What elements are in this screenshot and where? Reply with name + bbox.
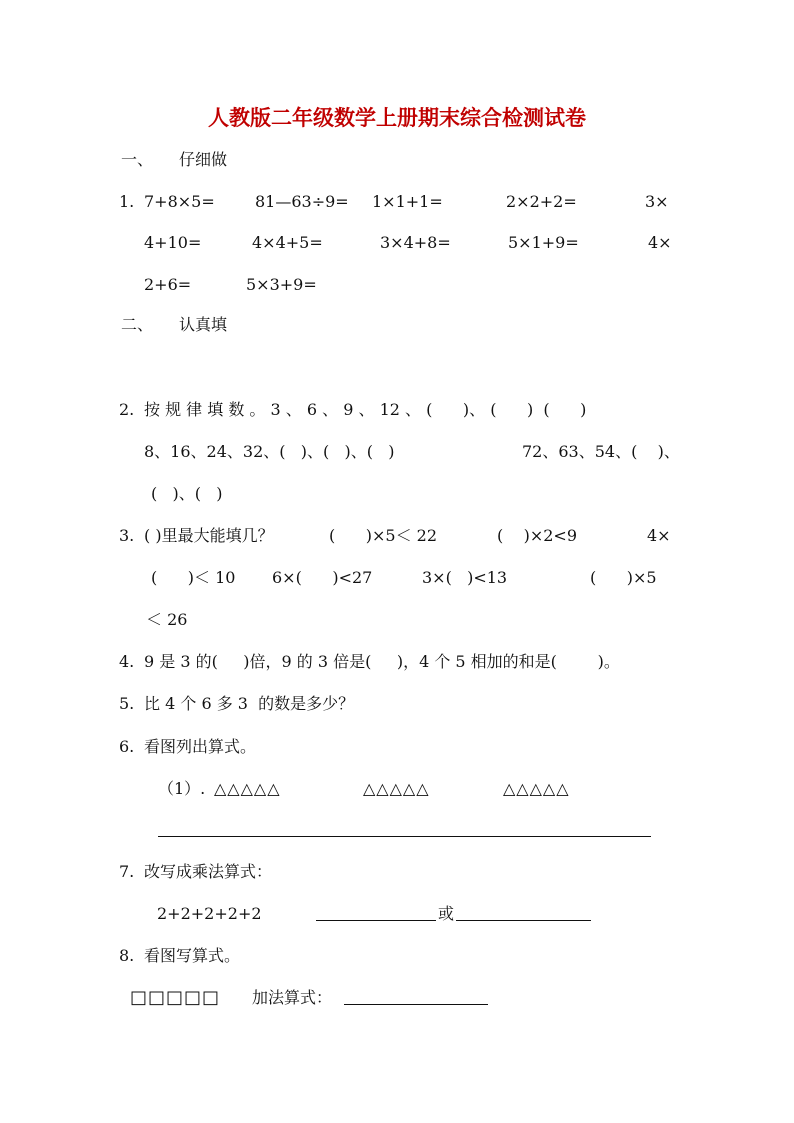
q8-number: 8. <box>119 946 135 965</box>
q1-expr-2: 81—63÷9= <box>255 192 349 211</box>
square-boxes: □□□□□ <box>130 987 221 1008</box>
q3-item-1: ( )×5＜ 22 <box>329 526 438 545</box>
q6-number: 6. <box>119 737 135 756</box>
q2-line-2a: 8、16、24、32、( )、( )、( ) <box>144 442 395 461</box>
section-2-number: 二、 <box>121 315 154 334</box>
q3-item-5: 3×( )<13 <box>422 568 508 587</box>
q4-text: 9 是 3 的( )倍，9 的 3 倍是( )，4 个 5 相加的和是( )。 <box>144 652 620 671</box>
q2-line-2b: 72、63、54、( )、 <box>522 442 680 461</box>
q1-expr-9: 5×1+9= <box>508 233 579 252</box>
q7-text: 改写成乘法算式： <box>144 862 273 881</box>
q1-expr-12: 5×3+9= <box>246 275 317 294</box>
triangle-group-2: △△△△△ <box>363 779 430 798</box>
q1-expr-8: 3×4+8= <box>380 233 451 252</box>
q5-number: 5. <box>119 694 135 713</box>
q1-expr-6: 4+10= <box>144 233 202 252</box>
q7-answer-line-2[interactable] <box>456 920 591 921</box>
section-1-number: 一、 <box>121 150 154 169</box>
q6-answer-line[interactable] <box>158 836 651 837</box>
q8-answer-line[interactable] <box>344 1004 488 1005</box>
q3-item-3a: 4× <box>647 526 671 545</box>
q7-answer-line-1[interactable] <box>316 920 436 921</box>
q3-item-4: 6×( )<27 <box>272 568 373 587</box>
q1-expr-11: 2+6= <box>144 275 192 294</box>
section-2-label: 认真填 <box>179 315 228 334</box>
triangle-group-3: △△△△△ <box>503 779 570 798</box>
q3-item-2: ( )×2<9 <box>497 526 577 545</box>
section-1-label: 仔细做 <box>179 150 228 169</box>
q4-number: 4. <box>119 652 135 671</box>
q7-expression: 2+2+2+2+2 <box>157 904 262 923</box>
q6-sub-label: （1）. <box>158 779 206 798</box>
triangle-group-1: △△△△△ <box>214 779 281 798</box>
q8-addition-label: 加法算式： <box>252 988 333 1007</box>
page-title: 人教版二年级数学上册期末综合检测试卷 <box>208 106 586 130</box>
q1-expr-10: 4× <box>648 233 672 252</box>
q2-line-1: 按 规 律 填 数 。 3 、 6 、 9 、 12 、 ( )、 ( ) ( ) <box>144 400 587 419</box>
q6-text: 看图列出算式。 <box>144 737 257 756</box>
q3-prompt: ( )里最大能填几？ <box>144 526 274 545</box>
q3-item-6b: ＜ 26 <box>146 610 188 629</box>
q7-number: 7. <box>119 862 135 881</box>
q1-expr-1: 7+8×5= <box>144 192 215 211</box>
q3-item-6a: ( )×5 <box>590 568 657 587</box>
q1-expr-4: 2×2+2= <box>506 192 577 211</box>
q3-item-3b: ( )＜ 10 <box>151 568 236 587</box>
q7-or: 或 <box>438 904 455 923</box>
q1-expr-5: 3× <box>645 192 669 211</box>
q8-text: 看图写算式。 <box>144 946 241 965</box>
q2-number: 2. <box>119 400 135 419</box>
q1-number: 1. <box>119 192 135 211</box>
q1-expr-3: 1×1+1= <box>372 192 443 211</box>
q1-expr-7: 4×4+5= <box>252 233 323 252</box>
q2-line-3: ( )、( ) <box>151 484 223 503</box>
q3-number: 3. <box>119 526 135 545</box>
q5-text: 比 4 个 6 多 3 的数是多少？ <box>144 694 355 713</box>
